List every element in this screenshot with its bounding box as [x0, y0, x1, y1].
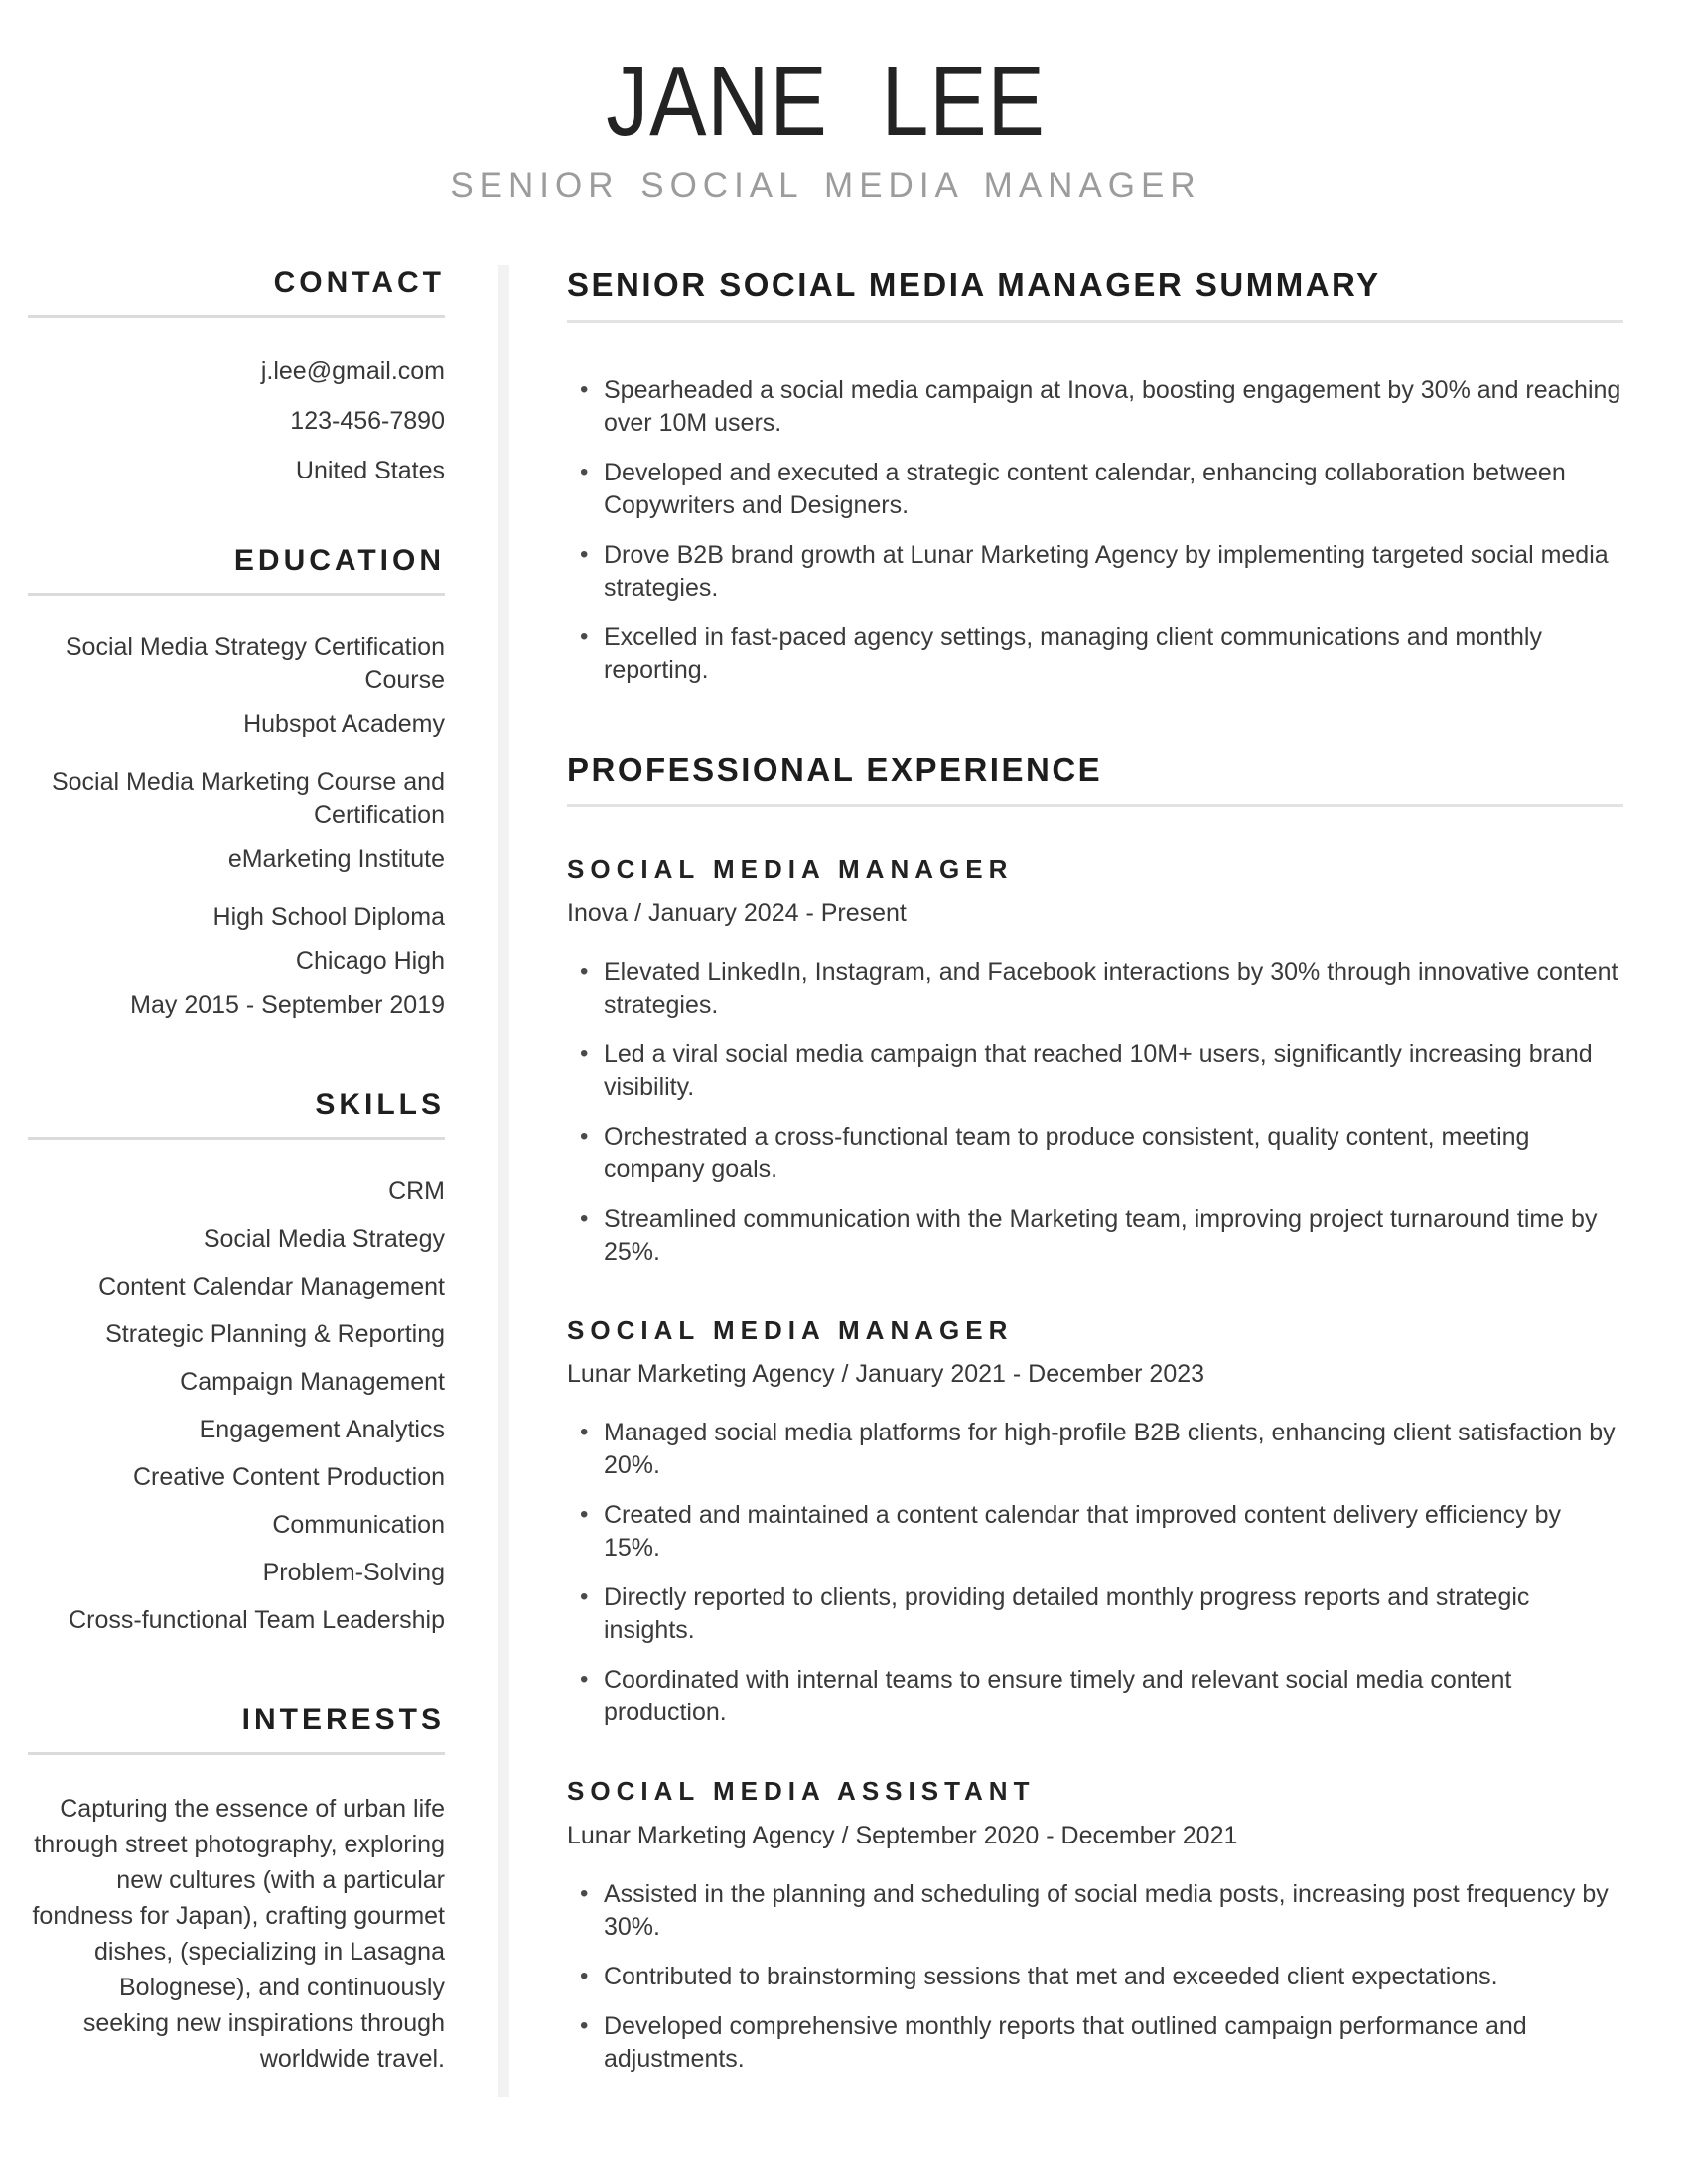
skills-list	[28, 1175, 445, 1637]
summary-bullet: • Spearheaded a social media campaign at Inova, boosting engagement by 30% and reaching over 10M users.	[567, 374, 1623, 440]
education-entry	[28, 766, 445, 876]
job-company-dates: Inova / January 2024 - Present	[567, 898, 907, 927]
education-dates: May 2015 - September 2019	[130, 991, 445, 1019]
education-degree: High School Diploma	[212, 903, 445, 931]
job-company-dates: Lunar Marketing Agency / September 2020 - December 2021	[567, 1821, 1238, 1849]
job-bullet: • Managed social media platforms for high-profile B2B clients, enhancing client satisfaction by 20%.	[567, 1417, 1623, 1482]
interests-text: Capturing the essence of urban life through street photography, exploring new cultures (with a particular fondness for Japan), crafting gourmet dishes, (specializing in Lasagna Bolognese), and continuously seeking new inspirations through worldwide travel.	[32, 1795, 445, 2073]
skills-rule	[28, 1137, 445, 1140]
skills-heading: SKILLS	[315, 1088, 445, 1121]
skill-item: CRM	[388, 1177, 445, 1205]
job-bullet: • Elevated LinkedIn, Instagram, and Facebook interactions by 30% through innovative content strategies.	[567, 956, 1623, 1022]
skills-section	[28, 1087, 445, 1637]
interests-section	[28, 1703, 445, 2077]
skill-item: Social Media Strategy	[203, 1225, 445, 1253]
skill-item: Communication	[272, 1511, 445, 1539]
job-entry	[567, 1314, 1623, 1730]
skill-item: Engagement Analytics	[199, 1416, 445, 1443]
experience-rule	[567, 804, 1623, 807]
skill-item: Content Calendar Management	[98, 1273, 445, 1300]
education-entry	[28, 901, 445, 1022]
skill-item: Problem-Solving	[262, 1559, 445, 1586]
job-entry	[567, 1775, 1623, 2076]
job-bullet: • Directly reported to clients, providing detailed monthly progress reports and strategic insights.	[567, 1581, 1623, 1647]
job-bullet: • Led a viral social media campaign that reached 10M+ users, significantly increasing brand visibility.	[567, 1038, 1623, 1104]
skill-item: Cross-functional Team Leadership	[69, 1606, 445, 1634]
job-bullet: • Orchestrated a cross-functional team to produce consistent, quality content, meeting company goals.	[567, 1121, 1623, 1186]
education-school: Chicago High	[295, 947, 445, 975]
summary-bullet: • Developed and executed a strategic content calendar, enhancing collaboration between Copywriters and Designers.	[567, 457, 1623, 522]
summary-section	[567, 265, 1623, 687]
education-heading: EDUCATION	[233, 544, 445, 577]
job-title: SOCIAL MEDIA MANAGER	[567, 1314, 1014, 1345]
education-school: Hubspot Academy	[243, 710, 445, 738]
skill-item: Strategic Planning & Reporting	[105, 1320, 445, 1348]
job-title: SOCIAL MEDIA MANAGER	[567, 854, 1014, 885]
contact-item: United States	[295, 457, 445, 484]
education-degree: Social Media Marketing Course and Certification	[51, 768, 445, 829]
job-bullet: • Coordinated with internal teams to ensure timely and relevant social media content production.	[567, 1664, 1623, 1729]
experience-section	[567, 751, 1623, 2076]
education-list	[28, 631, 445, 1022]
summary-heading: SENIOR SOCIAL MEDIA MANAGER SUMMARY	[567, 266, 1381, 303]
candidate-title: SENIOR SOCIAL MEDIA MANAGER	[450, 166, 1201, 205]
column-divider	[498, 265, 509, 2097]
education-rule	[28, 593, 445, 596]
job-bullet-list	[567, 956, 1623, 1269]
contact-rule	[28, 315, 445, 318]
job-bullet: • Created and maintained a content calendar that improved content delivery efficiency by 15%.	[567, 1499, 1623, 1565]
job-bullet: • Developed comprehensive monthly reports that outlined campaign performance and adjustments.	[567, 2010, 1623, 2076]
education-section	[28, 543, 445, 1022]
job-company-dates: Lunar Marketing Agency / January 2021 - December 2023	[567, 1360, 1205, 1389]
job-bullet: • Contributed to brainstorming sessions that met and exceeded client expectations.	[567, 1961, 1623, 1993]
education-school: eMarketing Institute	[227, 845, 445, 873]
resume-header	[28, 0, 1623, 205]
contact-item: j.lee@gmail.com	[260, 357, 445, 385]
job-title: SOCIAL MEDIA ASSISTANT	[567, 1776, 1036, 1807]
job-bullet-list	[567, 1878, 1623, 2076]
job-bullet: • Streamlined communication with the Marketing team, improving project turnaround time by 25%.	[567, 1203, 1623, 1269]
contact-section	[28, 265, 445, 487]
experience-heading: PROFESSIONAL EXPERIENCE	[567, 751, 1103, 788]
summary-bullet-list	[567, 374, 1623, 687]
skill-item: Creative Content Production	[132, 1463, 445, 1491]
interests-heading: INTERESTS	[241, 1704, 445, 1736]
job-bullet-list	[567, 1417, 1623, 1729]
summary-rule	[567, 320, 1623, 323]
summary-bullet: • Excelled in fast-paced agency settings, managing client communications and monthly reporting.	[567, 621, 1623, 687]
job-entry	[567, 853, 1623, 1269]
summary-bullet: • Drove B2B brand growth at Lunar Marketing Agency by implementing targeted social media strategies.	[567, 539, 1623, 605]
main-column	[567, 265, 1623, 2076]
skill-item: Campaign Management	[180, 1368, 445, 1396]
candidate-name: JANE LEE	[606, 46, 1046, 157]
contact-heading: CONTACT	[273, 266, 445, 299]
education-degree: Social Media Strategy Certification Course	[65, 633, 445, 694]
contact-item: 123-456-7890	[290, 407, 445, 435]
content-columns	[28, 265, 1623, 2097]
interests-rule	[28, 1752, 445, 1755]
job-bullet: • Assisted in the planning and scheduling of social media posts, increasing post frequency by 30%.	[567, 1878, 1623, 1944]
education-entry	[28, 631, 445, 741]
contact-list	[28, 355, 445, 487]
sidebar	[28, 265, 445, 2077]
